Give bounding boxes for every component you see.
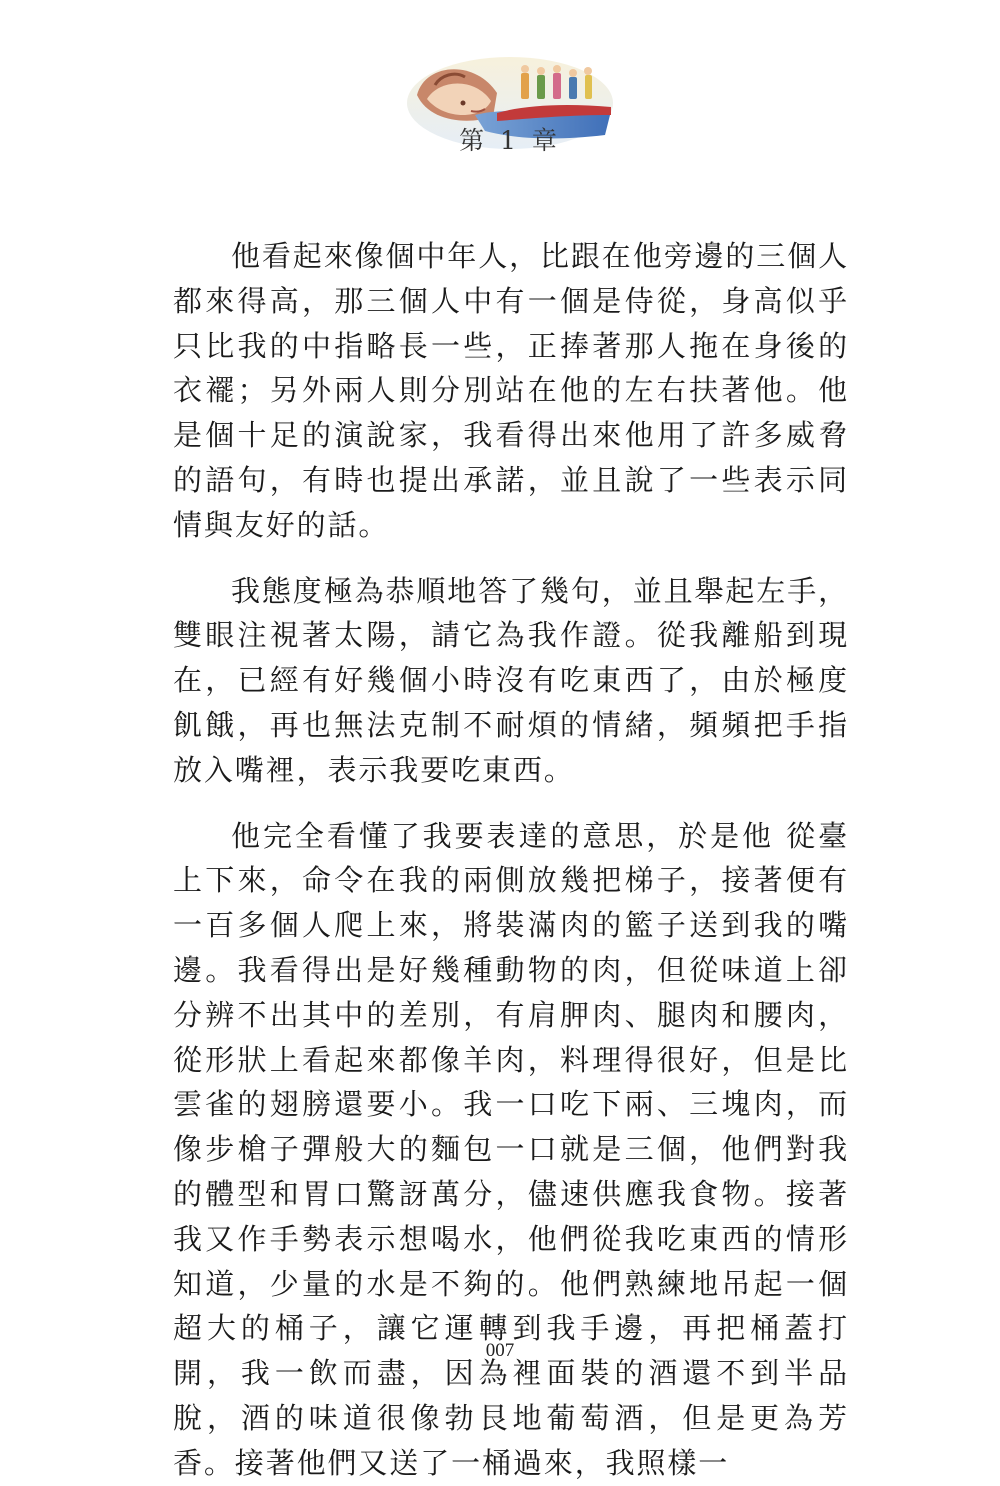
chapter-header [405,55,615,155]
paragraph: 他完全看懂了我要表達的意思，於是他 從臺上下來，命令在我的兩側放幾把梯子，接著便有一百多個人爬上來，將裝滿肉的籃子送到我的嘴邊。我看得出是好幾種動物的肉，但從味道上卻分辨不出其中的差別，有肩胛肉、腿肉和腰肉，從形狀上看起來都像羊肉，料理得很好，但是比雲雀的翅膀還要小。我一口吃下兩、三塊肉，而像步槍子彈般大的麵包一口就是三個，他們對我的體型和胃口驚訝萬分，儘速供應我食物。接著我又作手勢表示想喝水，他們從我吃東西的情形知道，少量的水是不夠的。他們熟練地吊起一個超大的桶子，讓它運轉到我手邊，再把桶蓋打開，我一飲而盡，因為裡面裝的酒還不到半品脫，酒的味道很像勃艮地葡萄酒，但是更為芳香。接著他們又送了一桶過來，我照樣一 [173,818,849,1480]
paragraph: 我態度極為恭順地答了幾句，並且舉起左手，雙眼注視著太陽，請它為我作證。從我離船到現在，已經有好幾個小時沒有吃東西了，由於極度飢餓，再也無法克制不耐煩的情緒，頻頻把手指放入嘴裡，表示我要吃東西。 [173,573,850,787]
paragraph: 他看起來像個中年人，比跟在他旁邊的三個人都來得高，那三個人中有一個是侍從，身高似乎只比我的中指略長一些，正捧著那人拖在身後的衣襬；另外兩人則分別站在他的左右扶著他。他是個十足的演說家，我看得出來他用了許多威脅的語句，有時也提出承諾，並且說了一些表示同情與友好的話。 [173,239,850,542]
chapter-title: 第 1 章 [459,126,561,155]
body-text [173,234,849,1486]
page-number: 007 [485,1340,515,1361]
